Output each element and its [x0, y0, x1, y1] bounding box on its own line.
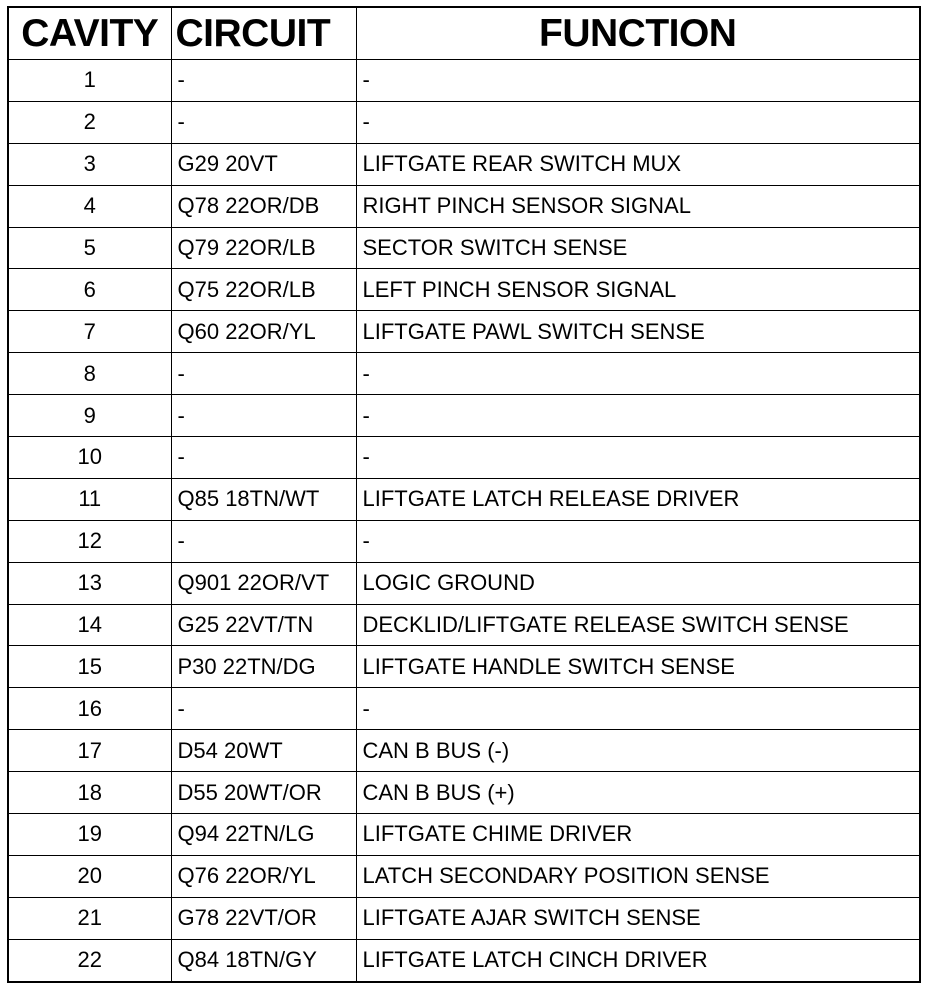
circuit-cell: - [171, 520, 356, 562]
circuit-cell: - [171, 60, 356, 102]
table-row [8, 897, 920, 939]
circuit-cell: Q85 18TN/WT [171, 478, 356, 520]
function-cell: - [356, 353, 920, 395]
cavity-cell: 22 [8, 939, 171, 981]
function-cell: LIFTGATE HANDLE SWITCH SENSE [356, 646, 920, 688]
function-cell: CAN B BUS (-) [356, 730, 920, 772]
circuit-cell: - [171, 395, 356, 437]
function-cell: - [356, 520, 920, 562]
table-row [8, 730, 920, 772]
circuit-cell: D54 20WT [171, 730, 356, 772]
cavity-cell: 19 [8, 814, 171, 856]
table-row [8, 227, 920, 269]
table-row [8, 185, 920, 227]
circuit-cell: - [171, 437, 356, 479]
header-row [8, 7, 920, 60]
circuit-cell: Q78 22OR/DB [171, 185, 356, 227]
cavity-cell: 7 [8, 311, 171, 353]
cavity-cell: 20 [8, 855, 171, 897]
function-cell: LIFTGATE LATCH RELEASE DRIVER [356, 478, 920, 520]
function-cell: - [356, 395, 920, 437]
table-body [8, 60, 920, 982]
table-row [8, 688, 920, 730]
table-row [8, 269, 920, 311]
function-cell: LIFTGATE REAR SWITCH MUX [356, 143, 920, 185]
circuit-cell: Q94 22TN/LG [171, 814, 356, 856]
circuit-cell: Q75 22OR/LB [171, 269, 356, 311]
cavity-cell: 2 [8, 101, 171, 143]
table-row [8, 939, 920, 981]
circuit-cell: Q901 22OR/VT [171, 562, 356, 604]
circuit-cell: - [171, 101, 356, 143]
cavity-cell: 18 [8, 772, 171, 814]
table-row [8, 437, 920, 479]
table-row [8, 143, 920, 185]
function-cell: CAN B BUS (+) [356, 772, 920, 814]
circuit-cell: - [171, 353, 356, 395]
cavity-cell: 8 [8, 353, 171, 395]
circuit-cell: - [171, 688, 356, 730]
table-row [8, 814, 920, 856]
function-cell: - [356, 688, 920, 730]
cavity-cell: 6 [8, 269, 171, 311]
function-cell: - [356, 437, 920, 479]
table-row [8, 101, 920, 143]
cavity-cell: 5 [8, 227, 171, 269]
function-cell: LIFTGATE CHIME DRIVER [356, 814, 920, 856]
circuit-cell: G78 22VT/OR [171, 897, 356, 939]
function-cell: RIGHT PINCH SENSOR SIGNAL [356, 185, 920, 227]
function-cell: LIFTGATE LATCH CINCH DRIVER [356, 939, 920, 981]
table-row [8, 60, 920, 102]
circuit-cell: G29 20VT [171, 143, 356, 185]
cavity-cell: 4 [8, 185, 171, 227]
function-cell: - [356, 101, 920, 143]
cavity-cell: 12 [8, 520, 171, 562]
function-cell: - [356, 60, 920, 102]
table-row [8, 772, 920, 814]
connector-pinout-table [7, 6, 921, 983]
table-row [8, 562, 920, 604]
cavity-cell: 10 [8, 437, 171, 479]
cavity-cell: 17 [8, 730, 171, 772]
header-circuit: CIRCUIT [171, 7, 356, 60]
function-cell: LIFTGATE AJAR SWITCH SENSE [356, 897, 920, 939]
cavity-cell: 9 [8, 395, 171, 437]
header-cavity: CAVITY [8, 7, 171, 60]
table-row [8, 311, 920, 353]
circuit-cell: P30 22TN/DG [171, 646, 356, 688]
function-cell: DECKLID/LIFTGATE RELEASE SWITCH SENSE [356, 604, 920, 646]
table-row [8, 520, 920, 562]
circuit-cell: Q84 18TN/GY [171, 939, 356, 981]
header-function: FUNCTION [356, 7, 920, 60]
cavity-cell: 11 [8, 478, 171, 520]
table-row [8, 395, 920, 437]
cavity-cell: 16 [8, 688, 171, 730]
circuit-cell: Q76 22OR/YL [171, 855, 356, 897]
cavity-cell: 15 [8, 646, 171, 688]
table-row [8, 604, 920, 646]
circuit-cell: Q79 22OR/LB [171, 227, 356, 269]
table-row [8, 353, 920, 395]
table-row [8, 855, 920, 897]
function-cell: LATCH SECONDARY POSITION SENSE [356, 855, 920, 897]
function-cell: LIFTGATE PAWL SWITCH SENSE [356, 311, 920, 353]
cavity-cell: 13 [8, 562, 171, 604]
function-cell: SECTOR SWITCH SENSE [356, 227, 920, 269]
table-row [8, 646, 920, 688]
function-cell: LEFT PINCH SENSOR SIGNAL [356, 269, 920, 311]
circuit-cell: Q60 22OR/YL [171, 311, 356, 353]
cavity-cell: 1 [8, 60, 171, 102]
cavity-cell: 3 [8, 143, 171, 185]
table-row [8, 478, 920, 520]
circuit-cell: D55 20WT/OR [171, 772, 356, 814]
circuit-cell: G25 22VT/TN [171, 604, 356, 646]
cavity-cell: 14 [8, 604, 171, 646]
cavity-cell: 21 [8, 897, 171, 939]
function-cell: LOGIC GROUND [356, 562, 920, 604]
